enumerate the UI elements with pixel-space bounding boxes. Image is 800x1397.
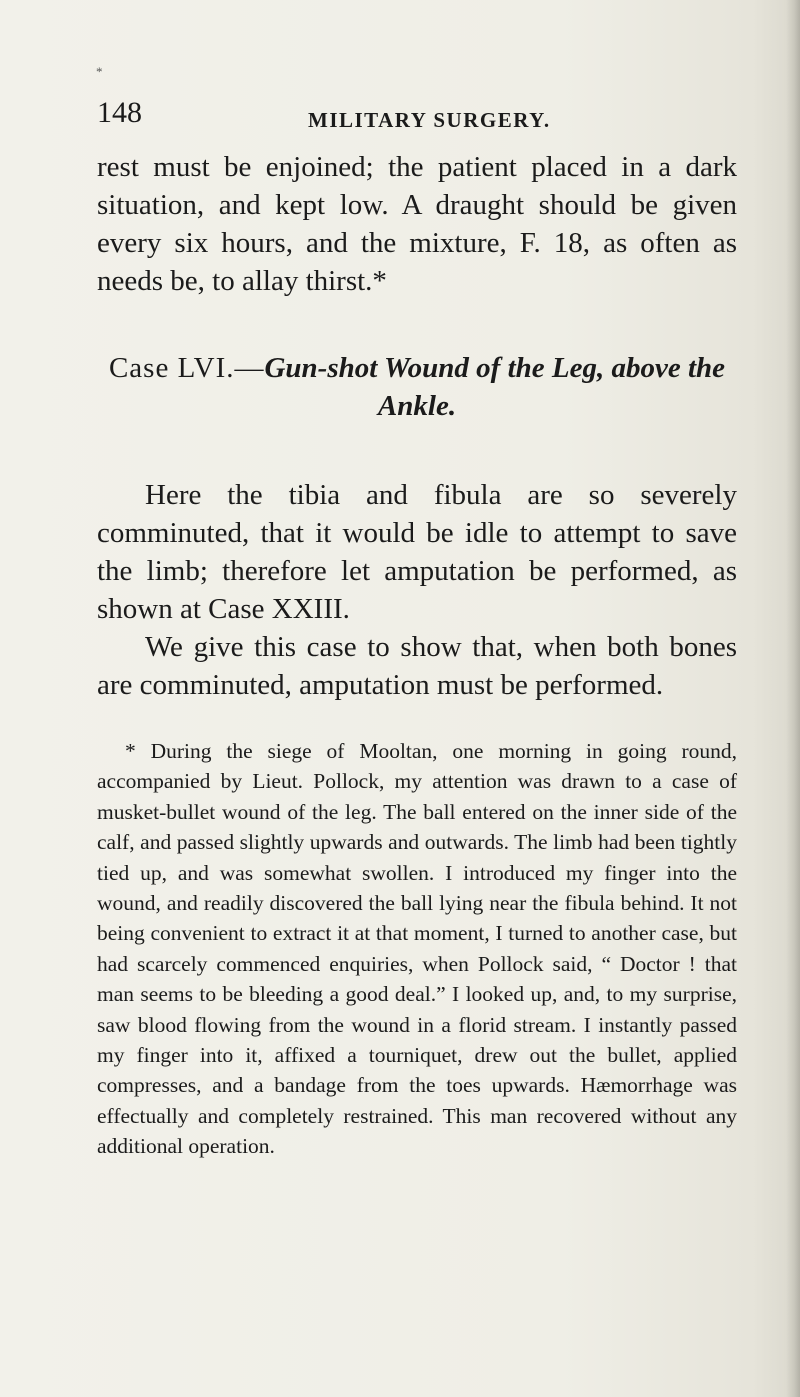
page-number: 148 xyxy=(97,96,142,129)
footnote-text: * During the siege of Mooltan, one morning in going round, accompanied by Lieut. Pollock, my attention was drawn to a case of musket-bullet wound of the leg. The ball entered on the inner side of the calf, and passed slightly upwards and outwards. The limb had been tightly tied up, and was somewhat swollen. I introduced my finger into the wound, and readily discovered the ball lying near the fibula behind. It not being convenient to extract it at that moment, I turned to another case, but had scarcely commenced enquiries, when Pollock said, “ Doctor ! that man seems to be bleeding a good deal.” I looked up, and, to my surprise, saw blood flowing from the wound in a florid stream. I instantly passed my finger into it, affixed a tourniquet, drew out the bullet, applied compresses, and a bandage from the toes upwards. Hæmorrhage was effectually and completely restrained. This man recovered without any additional operation. xyxy=(97,739,737,1159)
paragraph-text: rest must be enjoined; the patient placed in a dark situation, and kept low. A draught should be given every six hours, and the mixture, F. 18, as often as needs be, to allay thirst.* xyxy=(97,151,737,297)
printer-mark: * xyxy=(96,64,103,79)
paragraph-text: Here the tibia and fibula are so severely comminuted, that it would be idle to attempt to save the limb; therefore let amputation be performed, as shown at Case XXIII. xyxy=(97,479,737,625)
case-label: Case LVI.— xyxy=(108,352,265,384)
paragraph-tibia xyxy=(97,476,737,628)
paragraph-conclusion xyxy=(97,628,737,704)
paragraph-text: We give this case to show that, when both bones are comminuted, amputation must be performed. xyxy=(97,631,737,701)
page-header xyxy=(97,96,737,136)
footnote xyxy=(97,736,737,1162)
case-title: Gun-shot Wound of the Leg, above the Ankle. xyxy=(264,352,726,422)
paragraph-continuation xyxy=(97,148,737,300)
running-head: MILITARY SURGERY. xyxy=(308,108,551,132)
case-heading xyxy=(97,349,737,425)
page-edge-shadow xyxy=(786,0,800,1397)
